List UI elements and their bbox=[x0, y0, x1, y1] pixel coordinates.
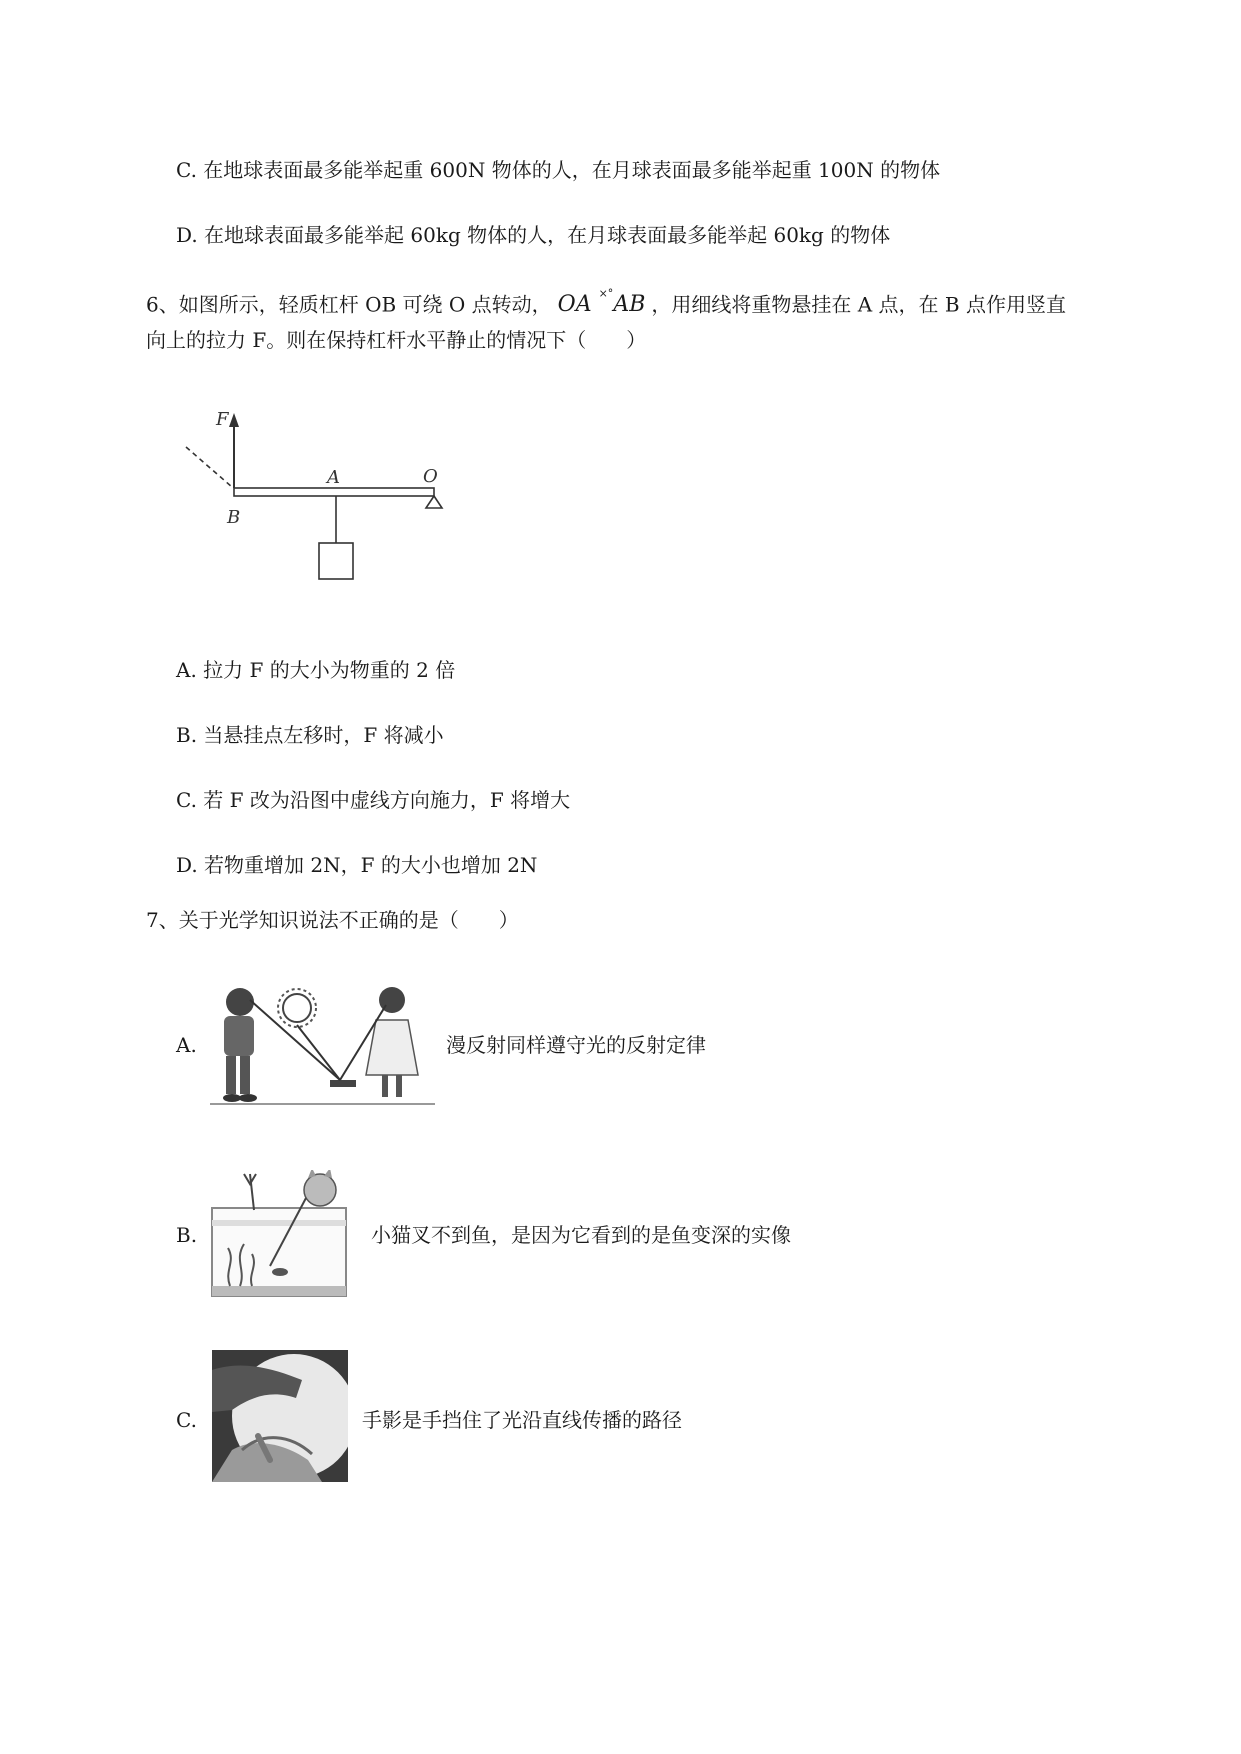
q7-option-b-letter: B. bbox=[176, 1223, 198, 1247]
q7-option-b-text: 小猫叉不到鱼，是因为它看到的是鱼变深的实像 bbox=[371, 1223, 791, 1247]
q7-option-c-letter: C. bbox=[176, 1408, 197, 1432]
q6-stem-line1 bbox=[146, 285, 1066, 320]
sun-icon bbox=[283, 994, 311, 1022]
q6-option-b: B. 当悬挂点左移时，F 将减小 bbox=[176, 723, 444, 747]
q6-option-c: C. 若 F 改为沿图中虚线方向施力，F 将增大 bbox=[176, 788, 571, 812]
q7-option-a-text: 漫反射同样遵守光的反射定律 bbox=[446, 1033, 706, 1057]
q6-option-a: A. 拉力 F 的大小为物重的 2 倍 bbox=[176, 658, 456, 682]
label-o: O bbox=[423, 466, 438, 487]
fish-icon bbox=[272, 1268, 288, 1276]
q6-stem-part2: ，用细线将重物悬挂在 A 点，在 B 点作用竖直 bbox=[651, 292, 1066, 317]
dashed-direction-line bbox=[186, 447, 232, 487]
q7-option-c-text: 手影是手挡住了光沿直线传播的路径 bbox=[362, 1408, 682, 1432]
q7-stem: 7、关于光学知识说法不正确的是（ ） bbox=[146, 908, 519, 932]
math-ab: AB bbox=[613, 292, 646, 318]
q5-option-c: C. 在地球表面最多能举起重 600N 物体的人，在月球表面最多能举起重 100N 的物体 bbox=[176, 158, 941, 182]
q6-stem-line2: 向上的拉力 F。则在保持杠杆水平静止的情况下（ ） bbox=[146, 328, 647, 352]
q6-stem-part1: 6、如图所示，轻质杠杆 OB 可绕 O 点转动， bbox=[146, 292, 552, 317]
math-oa: OA bbox=[557, 292, 592, 318]
cat-fishing-illustration bbox=[210, 1170, 350, 1300]
weight-box bbox=[319, 543, 353, 579]
q6-math-expression bbox=[552, 287, 652, 318]
cat-icon bbox=[304, 1174, 336, 1206]
label-a: A bbox=[327, 467, 340, 488]
force-arrow-icon bbox=[229, 413, 239, 427]
lever-diagram bbox=[176, 405, 476, 605]
hand-shadow-illustration bbox=[212, 1350, 348, 1482]
lever-bar bbox=[234, 488, 434, 496]
pivot-icon bbox=[426, 496, 442, 508]
q7-option-a-letter: A. bbox=[176, 1033, 197, 1057]
label-b: B bbox=[227, 507, 241, 528]
diffuse-reflection-illustration bbox=[210, 980, 435, 1115]
q5-option-d: D. 在地球表面最多能举起 60kg 物体的人，在月球表面最多能举起 60kg 的物体 bbox=[176, 223, 891, 247]
math-symbol: ×° bbox=[598, 287, 614, 300]
q6-option-d: D. 若物重增加 2N，F 的大小也增加 2N bbox=[176, 853, 538, 877]
label-f: F bbox=[216, 409, 229, 430]
